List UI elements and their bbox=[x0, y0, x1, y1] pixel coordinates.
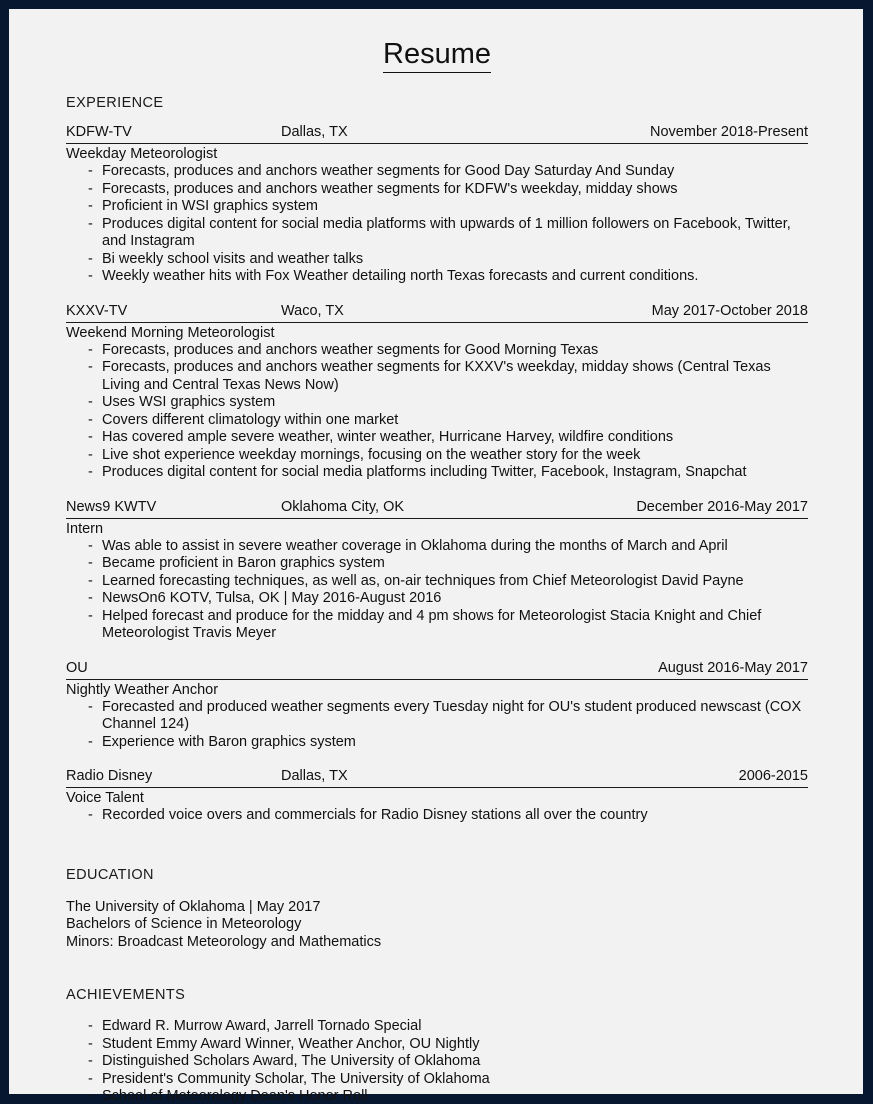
employer-name: KXXV-TV bbox=[66, 302, 128, 319]
job-bullet: - Forecasts, produces and anchors weather segments for Good Day Saturday And Sunday bbox=[88, 163, 808, 181]
job-bullet: - Produces digital content for social media platforms with upwards of 1 million followers on Facebook, Twitter, and Instagram bbox=[88, 216, 808, 251]
employment-dates: November 2018-Present bbox=[650, 124, 808, 140]
job-bullet: - Forecasts, produces and anchors weather segments for KXXV's weekday, midday shows (Central Texas Living and Central Texas News Now) bbox=[88, 359, 808, 394]
education-line: Minors: Broadcast Meteorology and Mathematics bbox=[66, 933, 382, 950]
employer-location: Dallas, TX bbox=[281, 768, 348, 784]
employment-dates: August 2016-May 2017 bbox=[658, 659, 808, 676]
experience-entry bbox=[66, 303, 808, 482]
job-bullet: - NewsOn6 KOTV, Tulsa, OK | May 2016-August 2016 bbox=[88, 590, 808, 608]
experience-entry-header bbox=[66, 768, 808, 788]
employer-location: Oklahoma City, OK bbox=[281, 498, 405, 515]
experience-entry bbox=[66, 499, 808, 643]
job-bullet: - Recorded voice overs and commercials for Radio Disney stations all over the country bbox=[88, 807, 808, 825]
page-title bbox=[66, 35, 808, 73]
job-bullet: - Uses WSI graphics system bbox=[88, 394, 808, 412]
job-bullet: - Bi weekly school visits and weather talks bbox=[88, 251, 808, 269]
employer-name: KDFW-TV bbox=[66, 124, 132, 140]
employment-dates: December 2016-May 2017 bbox=[636, 498, 808, 515]
section-heading-experience: EXPERIENCE bbox=[66, 95, 164, 111]
page-title-text: Resume bbox=[383, 38, 491, 73]
experience-entry-header bbox=[66, 303, 808, 323]
job-title: Voice Talent bbox=[66, 790, 144, 806]
job-bullet-list bbox=[66, 163, 808, 286]
education-list bbox=[66, 899, 808, 952]
experience-entry bbox=[66, 768, 808, 825]
job-bullet: - Weekly weather hits with Fox Weather detailing north Texas forecasts and current conditions. bbox=[88, 268, 808, 286]
job-title: Nightly Weather Anchor bbox=[66, 681, 219, 698]
employer-name: OU bbox=[66, 659, 88, 676]
job-bullet: - Forecasts, produces and anchors weather segments for KDFW's weekday, midday shows bbox=[88, 181, 808, 199]
employer-name: Radio Disney bbox=[66, 768, 153, 784]
job-bullet-list bbox=[66, 699, 808, 752]
job-bullet-list bbox=[66, 342, 808, 482]
achievements-list bbox=[66, 1018, 808, 1106]
job-title: Intern bbox=[66, 520, 104, 537]
job-bullet: - Covers different climatology within one market bbox=[88, 412, 808, 430]
job-bullet: - Helped forecast and produce for the midday and 4 pm shows for Meteorologist Stacia Knight and Chief Meteorologist Travis Meyer bbox=[88, 608, 808, 643]
job-bullet: - Forecasts, produces and anchors weather segments for Good Morning Texas bbox=[88, 342, 808, 360]
achievement-item: - President's Community Scholar, The University of Oklahoma bbox=[88, 1071, 808, 1089]
experience-entry-header bbox=[66, 660, 808, 680]
job-title: Weekday Meteorologist bbox=[66, 146, 218, 162]
job-bullet: - Has covered ample severe weather, winter weather, Hurricane Harvey, wildfire conditions bbox=[88, 429, 808, 447]
job-bullet: - Became proficient in Baron graphics system bbox=[88, 555, 808, 573]
job-bullet: - Learned forecasting techniques, as well as, on-air techniques from Chief Meteorologist David Payne bbox=[88, 573, 808, 591]
section-heading-achievements: ACHIEVEMENTS bbox=[66, 987, 186, 1003]
job-bullet-list bbox=[66, 807, 808, 825]
achievement-item: - School of Meteorology Dean's Honor Roll bbox=[88, 1088, 808, 1106]
section-heading-education: EDUCATION bbox=[66, 866, 154, 883]
education-line: The University of Oklahoma | May 2017 bbox=[66, 898, 321, 915]
experience-entry-header bbox=[66, 499, 808, 519]
job-bullet: - Produces digital content for social media platforms including Twitter, Facebook, Instagram, Snapchat bbox=[88, 464, 808, 482]
experience-entry bbox=[66, 660, 808, 752]
job-bullet: - Experience with Baron graphics system bbox=[88, 734, 808, 752]
job-bullet: - Was able to assist in severe weather coverage in Oklahoma during the months of March and April bbox=[88, 538, 808, 556]
job-bullet-list bbox=[66, 538, 808, 643]
employer-name: News9 KWTV bbox=[66, 498, 157, 515]
achievement-item: - Edward R. Murrow Award, Jarrell Tornado Special bbox=[88, 1018, 808, 1036]
employer-location: Dallas, TX bbox=[281, 124, 348, 140]
resume-page bbox=[9, 9, 863, 1104]
employment-dates: May 2017-October 2018 bbox=[651, 302, 808, 319]
education-line: Bachelors of Science in Meteorology bbox=[66, 916, 302, 932]
employer-location: Waco, TX bbox=[281, 302, 344, 319]
job-bullet: - Proficient in WSI graphics system bbox=[88, 198, 808, 216]
job-title: Weekend Morning Meteorologist bbox=[66, 324, 275, 341]
experience-entry bbox=[66, 124, 808, 286]
achievement-item: - Distinguished Scholars Award, The University of Oklahoma bbox=[88, 1053, 808, 1071]
experience-entry-header bbox=[66, 124, 808, 144]
employment-dates: 2006-2015 bbox=[738, 768, 808, 784]
job-bullet: - Forecasted and produced weather segments every Tuesday night for OU's student produced newscast (COX Channel 124) bbox=[88, 699, 808, 734]
job-bullet: - Live shot experience weekday mornings, focusing on the weather story for the week bbox=[88, 447, 808, 465]
experience-list bbox=[66, 124, 808, 825]
achievement-item: - Student Emmy Award Winner, Weather Anchor, OU Nightly bbox=[88, 1036, 808, 1054]
